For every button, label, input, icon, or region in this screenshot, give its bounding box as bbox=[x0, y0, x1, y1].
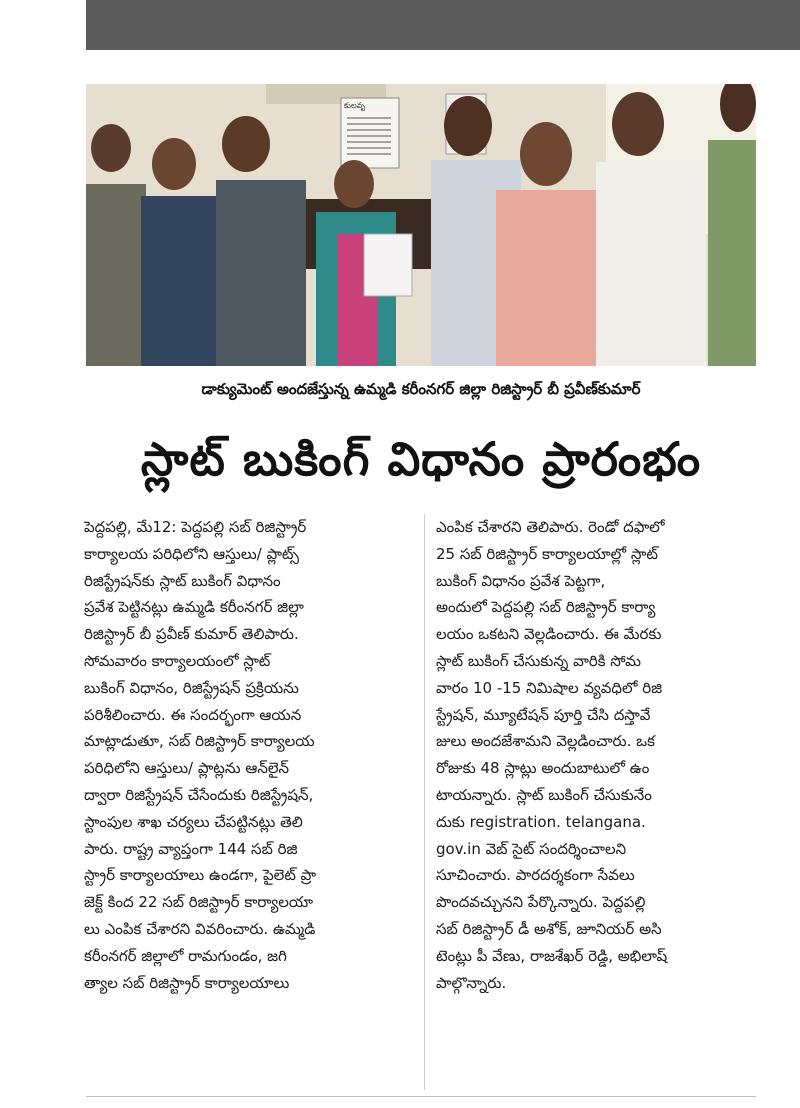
article-line: రోజుకు 48 స్లాట్లు అందుబాటులో ఉం bbox=[436, 759, 650, 778]
article-line: 25 సబ్ రిజిస్ట్రార్ కార్యాలయాల్లో స్లాట్ bbox=[436, 544, 658, 563]
bottom-divider bbox=[86, 1096, 756, 1097]
article-line: పరిశీలించారు. ఈ సందర్భంగా ఆయన bbox=[84, 705, 302, 724]
article-line: టాయన్నారు. స్లాట్ బుకింగ్ చేసుకునేం bbox=[436, 785, 652, 804]
article-line: పాల్గొన్నారు. bbox=[436, 973, 507, 992]
article-line: అందులో పెద్దపల్లి సబ్ రిజిస్ట్రార్ కార్యా bbox=[436, 598, 656, 617]
header-bar bbox=[86, 0, 800, 50]
article-line: టెంట్లు పీ వేణు, రాజశేఖర్ రెడ్డి, అభిలాష్ bbox=[436, 946, 668, 965]
article-line: లు ఎంపిక చేశారని వివరించారు. ఉమ్మడి bbox=[84, 919, 316, 938]
article-line: జులు అందజేశామని వెల్లడించారు. ఒక bbox=[436, 732, 655, 751]
article-line: లయం ఒకటని వెల్లడించారు. ఈ మేరకు bbox=[436, 625, 662, 644]
article-line: దుకు registration. telangana. bbox=[436, 812, 646, 831]
article-line: రిజిస్ట్రార్ బీ ప్రవీణ్ కుమార్ తెలిపారు. bbox=[84, 625, 299, 644]
article-line: పొందవచ్చునని పేర్కొన్నారు. పెద్దపల్లి bbox=[436, 893, 646, 912]
article-line: ప్రవేశ పెట్టినట్లు ఉమ్మడి కరీంనగర్ జిల్లా bbox=[84, 598, 304, 617]
article-line: బుకింగ్ విధానం, రిజిస్ట్రేషన్ ప్రక్రియను bbox=[84, 678, 299, 697]
article-line: gov.in వెబ్ సైట్ సందర్శించాలని bbox=[436, 839, 627, 858]
article-line: స్టాంపుల శాఖ చర్యలు చేపట్టినట్లు తెలి bbox=[84, 812, 303, 831]
article-column-left bbox=[84, 514, 414, 996]
column-divider bbox=[424, 514, 425, 1090]
article-line: త్యాల సబ్ రిజిస్ట్రార్ కార్యాలయాలు bbox=[84, 973, 290, 992]
article-line: వారం 10 -15 నిమిషాల వ్యవధిలో రిజి bbox=[436, 678, 663, 697]
article-line: ఎంపిక చేశారని తెలిపారు. రెండో దఫాలో bbox=[436, 518, 665, 536]
wall-chart-label: కులవృ bbox=[344, 101, 366, 110]
article-line: స్ట్రార్ కార్యాలయాలు ఉండగా, పైలెట్ ప్రా bbox=[84, 866, 317, 885]
article-line: రిజిస్ట్రేషన్‌కు స్లాట్ బుకింగ్ విధానం bbox=[84, 571, 281, 590]
article-line: సూచించారు. పారదర్శకంగా సేవలు bbox=[436, 866, 635, 885]
article-line: స్లాట్ బుకింగ్ చేసుకున్న వారికి సోమ bbox=[436, 651, 641, 670]
article-line: పరిధిలోని ఆస్తులు/ ప్లాట్లను ఆన్‌లైన్ bbox=[84, 759, 290, 778]
document-sheet bbox=[364, 234, 412, 296]
article-headline: స్లాట్ బుకింగ్ విధానం ప్రారంభం bbox=[140, 432, 702, 486]
news-photo bbox=[86, 84, 756, 366]
article-line: కార్యాలయ పరిధిలోని ఆస్తులు/ ప్లాట్స్ bbox=[84, 544, 299, 563]
article-line: జెక్ట్ కింద 22 సబ్ రిజిస్ట్రార్ కార్యాలయా bbox=[84, 893, 314, 912]
article-line: పెద్దపల్లి, మే12: పెద్దపల్లి సబ్ రిజిస్ట్రార్ bbox=[84, 518, 307, 536]
photo-caption: డాక్యుమెంట్ అందజేస్తున్న ఉమ్మడి కరీంనగర్ జిల్లా రిజిస్ట్రార్ బీ ప్రవీణ్‌కుమార్ bbox=[201, 380, 641, 398]
article-line: ద్వారా రిజిస్ట్రేషన్ చేసేందుకు రిజిస్ట్రేషన్, bbox=[84, 785, 314, 804]
article-line: బుకింగ్ విధానం ప్రవేశ పెట్టగా, bbox=[436, 571, 606, 590]
article-column-right bbox=[436, 514, 758, 996]
article-line: పారు. రాష్ట్ర వ్యాప్తంగా 144 సబ్ రిజి bbox=[84, 839, 298, 858]
article-line: మాట్లాడుతూ, సబ్ రిజిస్ట్రార్ కార్యాలయ bbox=[84, 732, 315, 751]
article-line: స్ట్రేషన్, మ్యూటేషన్ పూర్తి చేసి దస్తావే bbox=[436, 705, 651, 724]
article-line: సబ్ రిజిస్ట్రార్ డీ అశోక్, జూనియర్ అసి bbox=[436, 919, 662, 938]
article-line: కరీంనగర్ జిల్లాలో రామగుండం, జగి bbox=[84, 946, 287, 965]
article-line: సోమవారం కార్యాలయంలో స్లాట్ bbox=[84, 651, 271, 670]
